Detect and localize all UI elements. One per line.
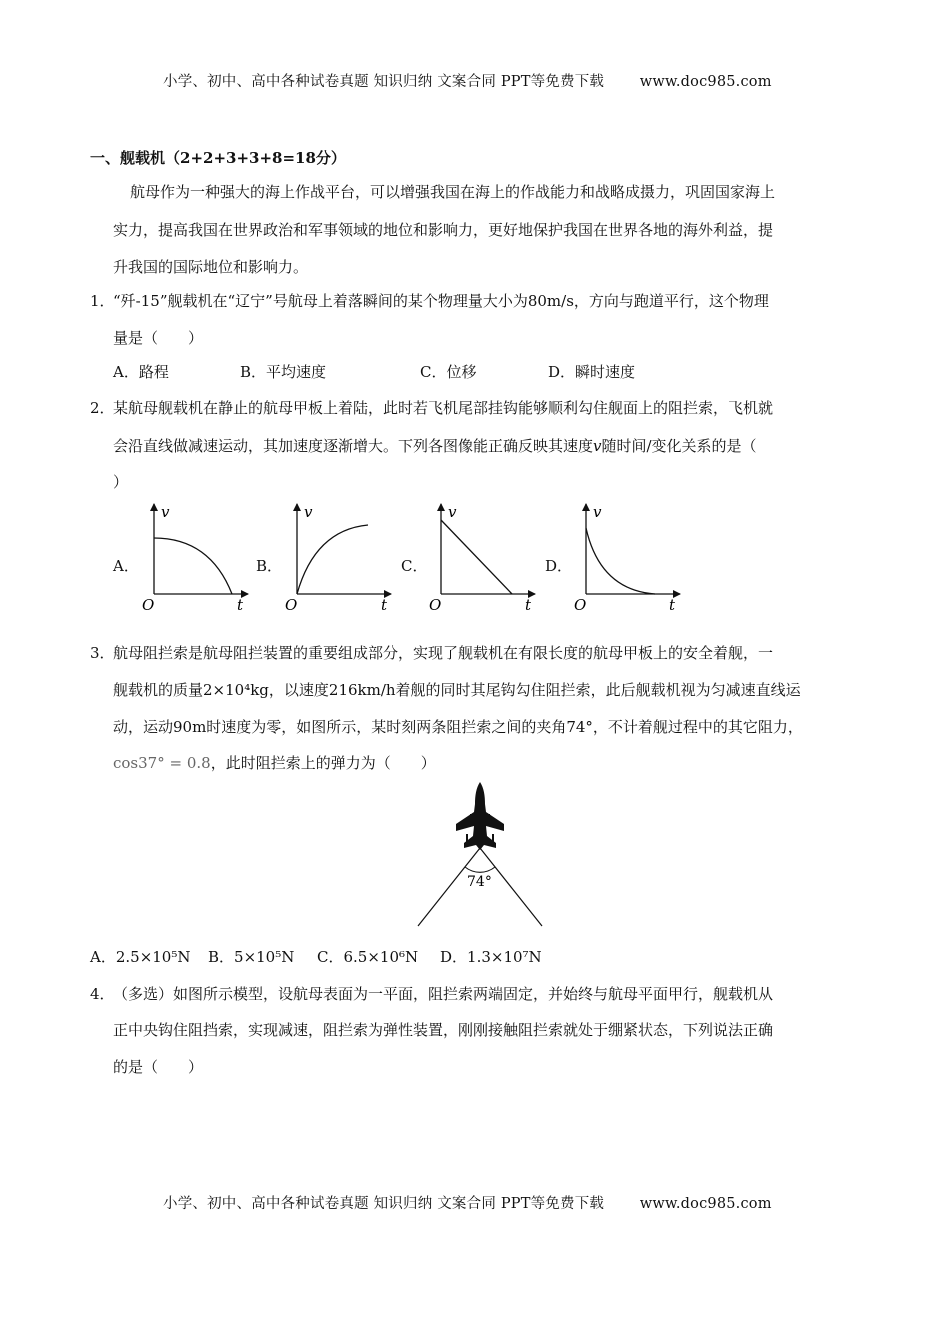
q2-line-2-text: 会沿直线做减速运动，其加速度逐渐增大。下列各图像能正确反映其速度 xyxy=(113,437,594,455)
q1-option-d: D．瞬时速度 xyxy=(548,363,636,381)
graph-d-o-text: O xyxy=(574,596,587,614)
header-site: www.doc985.com xyxy=(639,74,772,90)
q4-line-2: 正中央钩住阻挡索，实现减速，阻拦索为弹性装置，刚刚接触阻拦索就处于绷紧状态，下列说法正确 xyxy=(113,1021,774,1039)
q4-line-3: 的是（ ） xyxy=(113,1058,204,1076)
q3-figure xyxy=(400,778,570,933)
graph-c-label: C． xyxy=(401,557,428,575)
q3-option-c: C．6.5×10⁶N xyxy=(317,948,419,966)
q4-line-1: （多选）如图所示模型，设航母表面为一平面，阻拦索两端固定，并始终与航母平面甲行，舰载机从 xyxy=(113,985,774,1003)
q2-line-2-tail: 随时间/变化关系的是（ xyxy=(601,437,757,455)
q3-tail: ，此时阻拦索上的弹力为（ ） xyxy=(210,754,436,772)
graph-b-v-text: v xyxy=(304,503,313,521)
angle-label: 74° xyxy=(467,874,492,890)
q3-line-2: 舰载机的质量2×10⁴kg，以速度216km/h着舰的同时其尾钩勾住阻拦索，此后舰载机视为匀减速直线运 xyxy=(113,681,801,699)
graph-d-curve xyxy=(586,528,655,594)
graph-a-o-text: O xyxy=(142,596,155,614)
graph-c-line xyxy=(441,520,512,594)
graph-d-label: D． xyxy=(545,557,573,575)
q2-v-symbol: v xyxy=(593,437,602,455)
graph-d-v-text: v xyxy=(593,503,602,521)
intro-line-2: 实力，提高我国在世界政治和军事领域的地位和影响力，更好地保护我国在世界各地的海外利益，提 xyxy=(113,221,774,239)
q1-option-b: B．平均速度 xyxy=(240,363,327,381)
q2-line-3: ） xyxy=(113,473,129,491)
q1-number: 1． xyxy=(90,292,115,310)
angle-arc xyxy=(465,867,495,872)
q3-option-d: D．1.3×10⁷N xyxy=(440,948,542,966)
graph-a-curve xyxy=(154,538,232,594)
q2-number: 2． xyxy=(90,399,115,417)
graph-a-v-text: v xyxy=(161,503,170,521)
graph-b-curve xyxy=(297,525,368,594)
graph-c-t-text: t xyxy=(525,596,532,614)
footer-text: 小学、初中、高中各种试卷真题 知识归纳 文案合同 PPT等免费下载 xyxy=(163,1196,605,1212)
header-text: 小学、初中、高中各种试卷真题 知识归纳 文案合同 PPT等免费下载 xyxy=(163,74,605,90)
q4-number: 4． xyxy=(90,985,115,1003)
q1-option-c: C．位移 xyxy=(420,363,477,381)
section-title: 一、舰载机（2+2+3+3+8=18分） xyxy=(90,149,346,167)
graph-c-o-text: O xyxy=(429,596,442,614)
q3-option-a: A．2.5×10⁵N xyxy=(90,948,191,966)
graph-b-o-text: O xyxy=(285,596,298,614)
q3-line-4 xyxy=(113,753,436,773)
graph-d-t-text: t xyxy=(669,596,676,614)
q1-option-a: A．路程 xyxy=(113,363,169,381)
q2-line-1: 某航母舰载机在静止的航母甲板上着陆，此时若飞机尾部挂钩能够顺利勾住舰面上的阻拦索，飞机就 xyxy=(113,399,774,417)
graph-d xyxy=(574,503,680,614)
intro-line-3: 升我国的国际地位和影响力。 xyxy=(113,258,309,276)
graph-b-label: B． xyxy=(256,557,283,575)
intro-line-1: 航母作为一种强大的海上作战平台，可以增强我国在海上的作战能力和战略成摄力，巩固国家海上 xyxy=(130,183,776,201)
graph-a-label: A． xyxy=(113,557,139,575)
graph-a-t-text: t xyxy=(237,596,244,614)
q3-formula: cos37° = 0.8 xyxy=(113,754,211,772)
graph-c xyxy=(429,503,535,614)
page-footer xyxy=(163,1192,772,1213)
graph-c-v-text: v xyxy=(448,503,457,521)
graph-b-t-text: t xyxy=(381,596,388,614)
graph-a xyxy=(142,503,248,614)
q2-graphs xyxy=(0,0,950,620)
jet-icon xyxy=(456,782,504,850)
q3-line-1: 航母阻拦索是航母阻拦装置的重要组成部分，实现了舰载机在有限长度的航母甲板上的安全着舰，一 xyxy=(113,644,774,662)
q1-line-1: “歼-15”舰载机在“辽宁”号航母上着落瞬间的某个物理量大小为80m/s，方向与跑道平行，这个物理 xyxy=(113,292,769,310)
q3-option-b: B．5×10⁵N xyxy=(208,948,295,966)
graph-b xyxy=(285,503,391,614)
footer-site: www.doc985.com xyxy=(639,1196,772,1212)
q3-line-3: 动，运动90m时速度为零，如图所示，某时刻两条阻拦索之间的夹角74°，不计着舰过程中的其它阻力， xyxy=(113,718,803,736)
q1-line-2: 量是（ ） xyxy=(113,329,204,347)
q3-number: 3． xyxy=(90,644,115,662)
